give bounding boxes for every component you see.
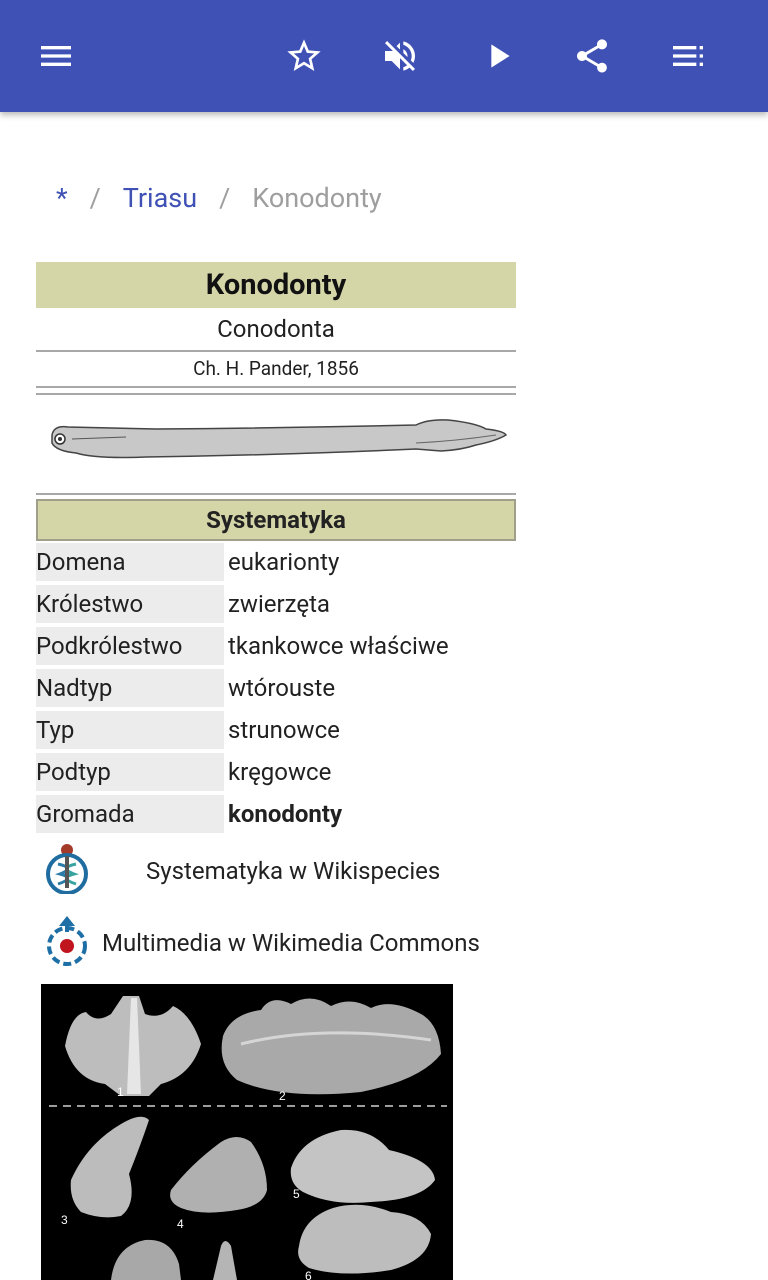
rank-label: Gromada [36, 795, 224, 833]
rank-value: konodonty [228, 800, 343, 828]
play-icon[interactable] [474, 32, 522, 80]
star-outline-icon[interactable] [280, 32, 328, 80]
taxobox-title: Konodonty [36, 262, 516, 308]
rank-row [36, 793, 516, 835]
conodont-illustration[interactable] [36, 393, 516, 495]
rank-value[interactable]: tkankowce właściwe [228, 632, 449, 660]
rank-row [36, 751, 516, 793]
share-icon[interactable] [568, 32, 616, 80]
rank-row [36, 709, 516, 751]
breadcrumb-home[interactable]: * [56, 182, 68, 214]
wikispecies-link[interactable]: Systematyka w Wikispecies [146, 857, 441, 885]
breadcrumb-current: Konodonty [252, 182, 382, 214]
volume-off-icon[interactable] [376, 32, 424, 80]
breadcrumb-separator: / [219, 182, 231, 214]
rank-value[interactable]: strunowce [228, 716, 340, 744]
rank-value[interactable]: eukarionty [228, 548, 340, 576]
fossil-label-5: 5 [293, 1187, 300, 1201]
breadcrumb [56, 180, 382, 216]
rank-row [36, 583, 516, 625]
fossil-label-2: 2 [279, 1089, 286, 1103]
rank-row [36, 541, 516, 583]
rank-label: Domena [36, 543, 224, 581]
latin-name: Conodonta [36, 308, 516, 352]
rank-label: Nadtyp [36, 669, 224, 707]
fossil-label-3: 3 [61, 1213, 68, 1227]
breadcrumb-separator: / [89, 182, 101, 214]
taxon-author: Ch. H. Pander, 1856 [36, 352, 516, 388]
conodont-fossils-photo[interactable] [41, 984, 453, 1280]
rank-value[interactable]: zwierzęta [228, 590, 330, 618]
playlist-icon[interactable] [664, 32, 712, 80]
rank-table [36, 541, 516, 835]
rank-label: Podtyp [36, 753, 224, 791]
systematics-header: Systematyka [36, 499, 516, 541]
wikimedia-commons-link[interactable]: Multimedia w Wikimedia Commons [102, 929, 480, 957]
fossil-label-6: 6 [305, 1269, 312, 1280]
rank-value[interactable]: wtórouste [228, 674, 336, 702]
rank-row [36, 625, 516, 667]
fossil-label-4: 4 [177, 1217, 184, 1231]
rank-label: Podkrólestwo [36, 627, 224, 665]
fossil-label-1: 1 [117, 1085, 124, 1099]
rank-value[interactable]: kręgowce [228, 758, 332, 786]
rank-label: Królestwo [36, 585, 224, 623]
rank-row [36, 667, 516, 709]
app-bar [0, 0, 768, 112]
taxobox [36, 262, 516, 835]
breadcrumb-parent[interactable]: Triasu [122, 182, 198, 214]
wikimedia-commons-icon[interactable] [44, 912, 90, 968]
wikispecies-icon[interactable] [42, 842, 92, 894]
menu-icon[interactable] [32, 32, 80, 80]
rank-label: Typ [36, 711, 224, 749]
